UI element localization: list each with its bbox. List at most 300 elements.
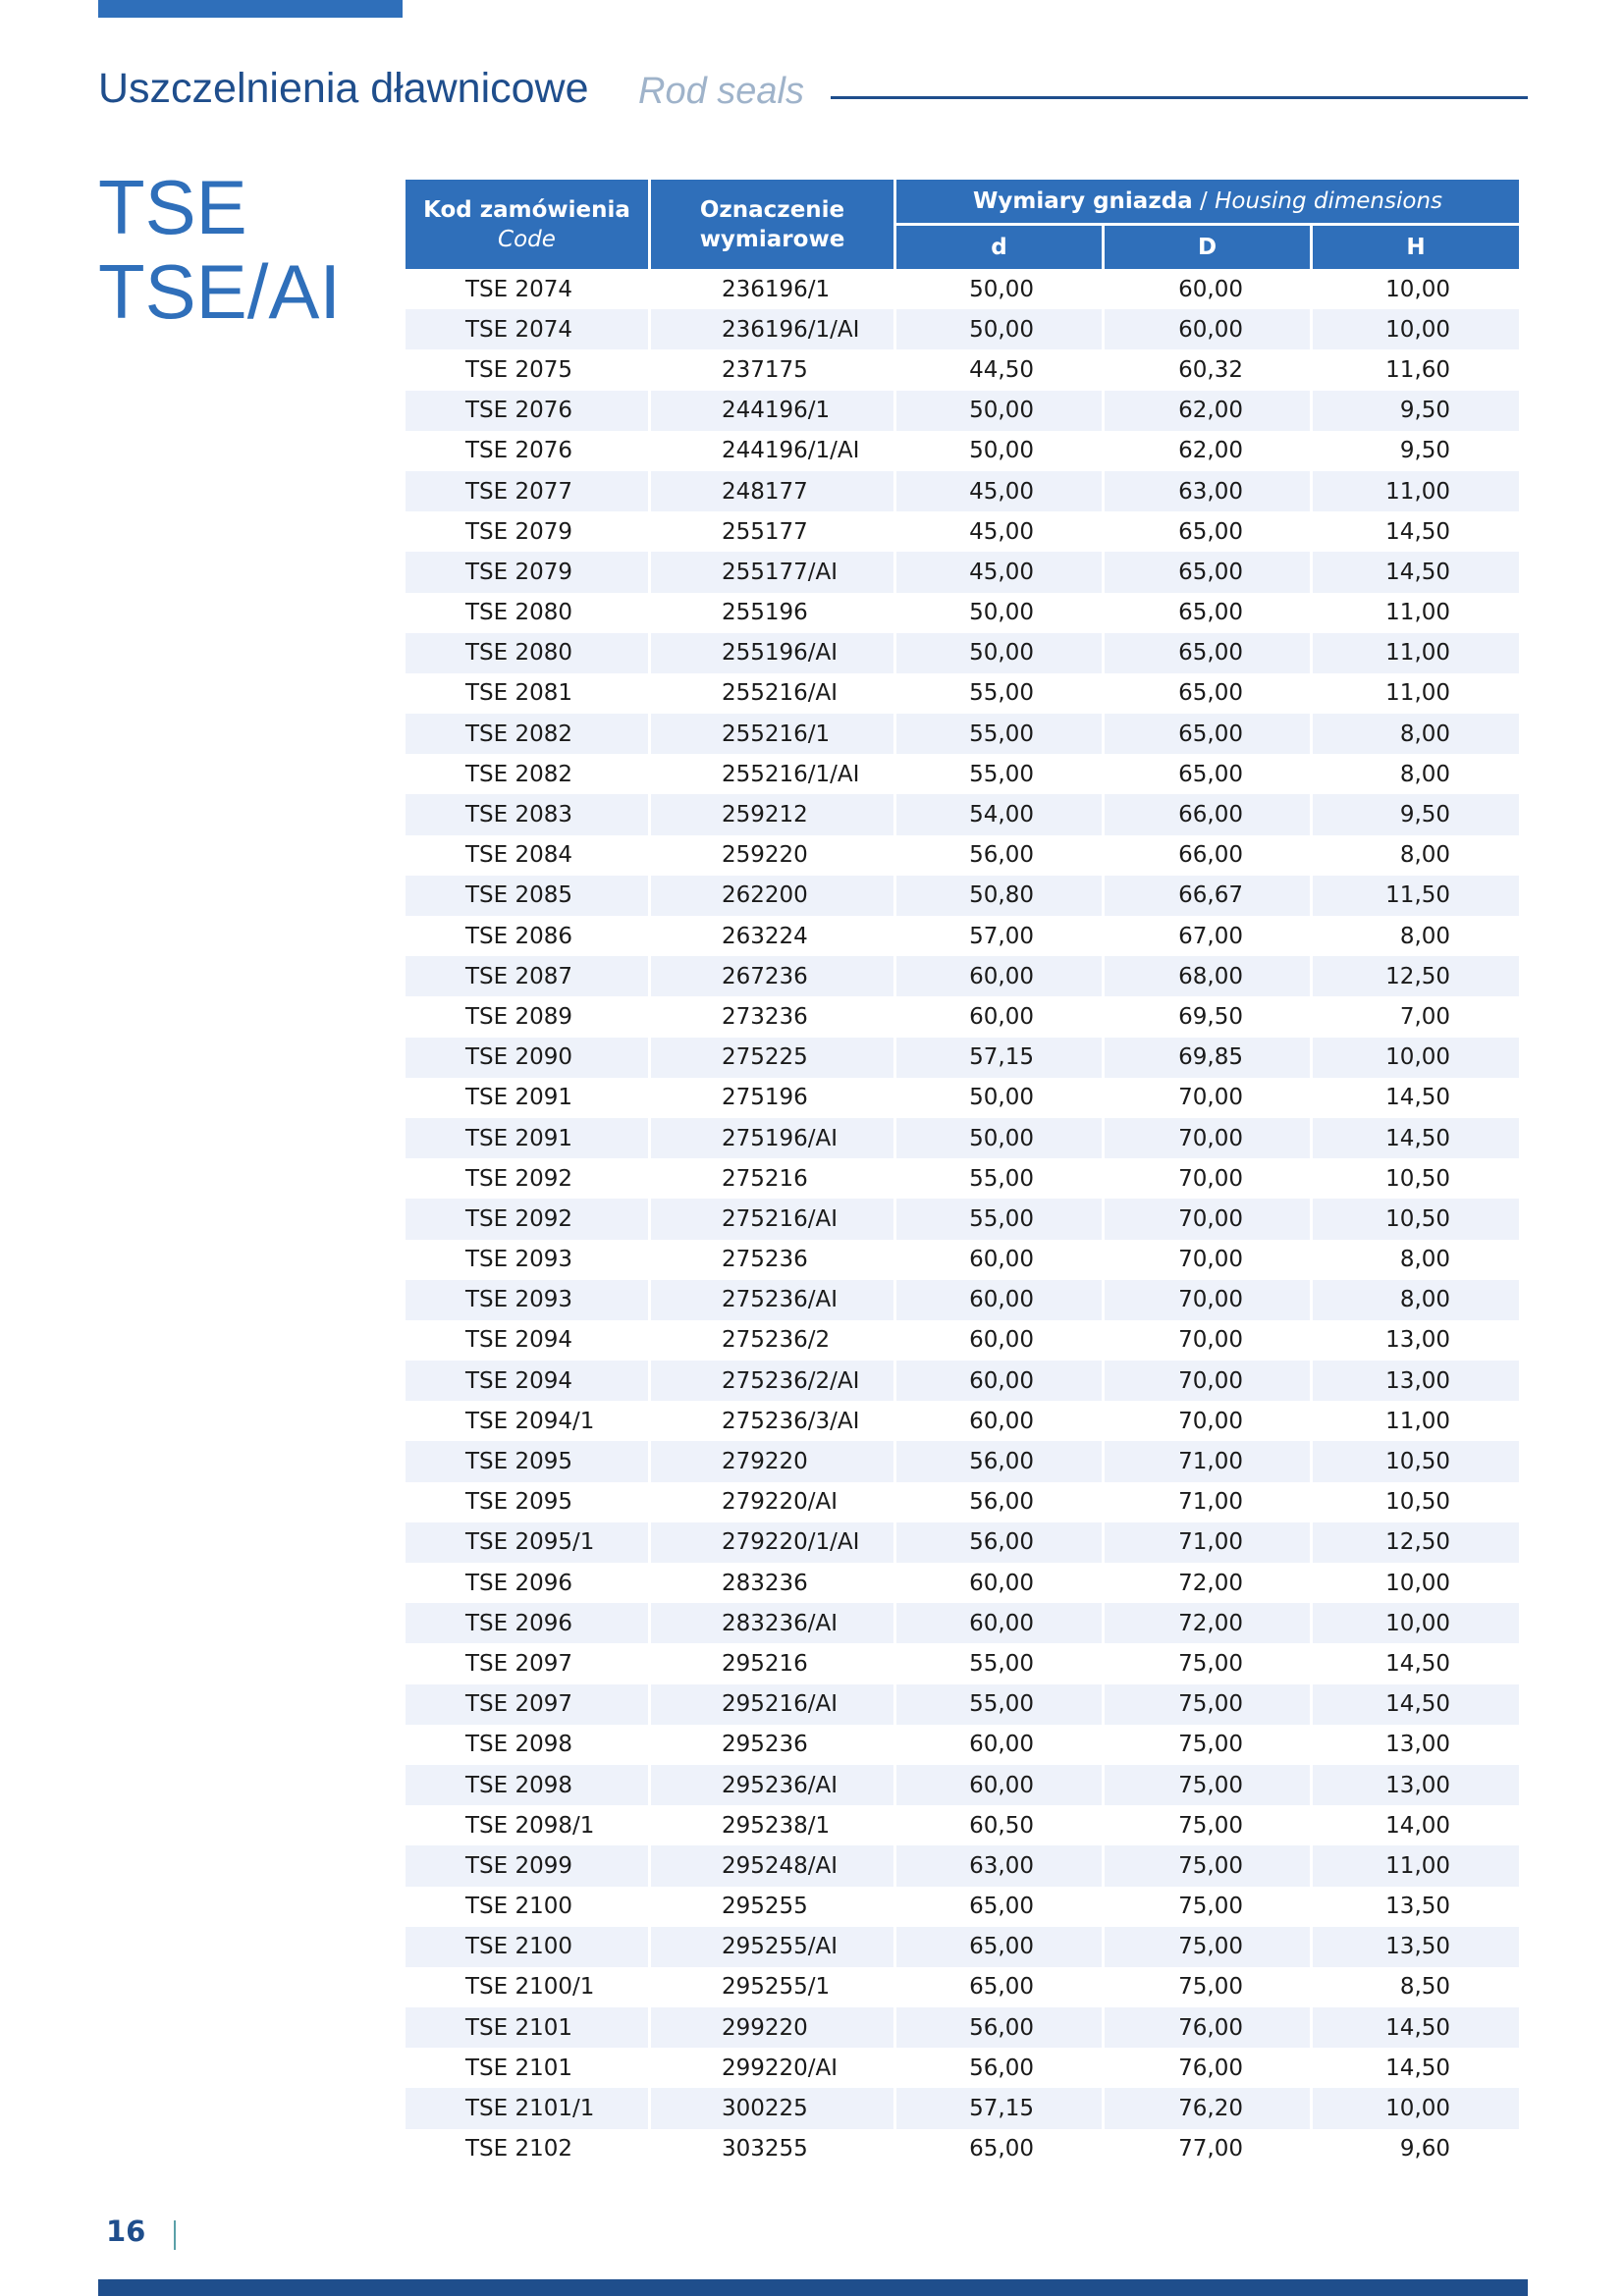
cell-H: 11,00 [1313, 1845, 1519, 1886]
cell-D: 65,00 [1178, 600, 1243, 626]
cell-code: TSE 2095/1 [406, 1522, 648, 1563]
cell-H: 11,00 [1385, 600, 1451, 626]
cell-H: 14,50 [1385, 2055, 1451, 2081]
cell-size-designation: 279220/AI [722, 1489, 839, 1516]
cell-d: 60,00 [969, 1408, 1034, 1434]
cell-H: 11,00 [1313, 633, 1519, 673]
cell-size-designation: 303255 [722, 2136, 808, 2163]
column-header-D: D [1105, 226, 1310, 269]
cell-d: 60,00 [969, 1003, 1034, 1030]
cell-d: 56,00 [969, 842, 1034, 869]
cell-D: 62,00 [1178, 438, 1243, 464]
cell-D: 69,85 [1105, 1038, 1310, 1078]
table-row [406, 1967, 1519, 2007]
cell-H: 10,50 [1385, 1489, 1451, 1516]
column-group-housing-dimensions [896, 180, 1519, 226]
cell-code: TSE 2095 [465, 1489, 573, 1516]
column-header-code [406, 180, 648, 269]
cell-size-designation: 255196/AI [651, 633, 893, 673]
cell-d: 54,00 [896, 794, 1102, 834]
table-row [406, 916, 1519, 956]
section-subtitle: Rod seals [638, 71, 804, 112]
cell-d: 60,00 [969, 1732, 1034, 1758]
cell-code: TSE 2094/1 [465, 1408, 595, 1434]
cell-H: 10,50 [1313, 1199, 1519, 1239]
cell-D: 75,00 [1178, 1894, 1243, 1920]
cell-code: TSE 2095 [406, 1441, 648, 1481]
cell-d: 55,00 [896, 1684, 1102, 1725]
table-row [406, 1887, 1519, 1927]
cell-D: 77,00 [1178, 2136, 1243, 2163]
cell-size-designation: 255216/1/AI [722, 761, 860, 787]
column-group-label-pl: Wymiary gniazda [973, 188, 1193, 214]
cell-code: TSE 2075 [465, 356, 573, 383]
cell-D: 60,32 [1178, 356, 1243, 383]
cell-D: 75,00 [1105, 1684, 1310, 1725]
cell-d: 55,00 [896, 714, 1102, 754]
cell-H: 7,00 [1399, 1003, 1451, 1030]
cell-H: 10,00 [1313, 1038, 1519, 1078]
cell-D: 75,00 [1105, 1765, 1310, 1805]
cell-D: 76,00 [1178, 2055, 1243, 2081]
cell-code: TSE 2079 [406, 552, 648, 592]
cell-d: 60,00 [896, 1361, 1102, 1401]
cell-D: 70,00 [1178, 1165, 1243, 1192]
cell-d: 50,00 [969, 600, 1034, 626]
cell-size-designation: 255216/AI [722, 680, 839, 707]
cell-size-designation: 300225 [651, 2088, 893, 2128]
cell-D: 76,20 [1105, 2088, 1310, 2128]
cell-size-designation: 244196/1 [651, 391, 893, 431]
cell-size-designation: 267236 [651, 956, 893, 996]
cell-d: 56,00 [969, 2055, 1034, 2081]
cell-code: TSE 2082 [465, 761, 573, 787]
cell-code: TSE 2098 [465, 1732, 573, 1758]
cell-size-designation: 295248/AI [651, 1845, 893, 1886]
cell-code: TSE 2101/1 [406, 2088, 648, 2128]
cell-D: 65,00 [1105, 714, 1310, 754]
cell-H: 14,00 [1385, 1812, 1451, 1839]
cell-H: 8,00 [1399, 1247, 1451, 1273]
table-row [406, 2048, 1519, 2088]
cell-D: 70,00 [1105, 1118, 1310, 1158]
cell-H: 13,00 [1313, 1361, 1519, 1401]
cell-code: TSE 2098 [406, 1765, 648, 1805]
cell-d: 57,15 [896, 1038, 1102, 1078]
table-row [406, 391, 1519, 431]
cell-H: 10,00 [1385, 276, 1451, 302]
cell-size-designation: 236196/1/AI [651, 309, 893, 349]
cell-D: 65,00 [1178, 761, 1243, 787]
cell-H: 14,50 [1313, 1118, 1519, 1158]
table-row [406, 956, 1519, 996]
cell-D: 76,00 [1105, 2007, 1310, 2048]
bottom-accent-bar [98, 2279, 1528, 2296]
cell-size-designation: 295255/1 [722, 1974, 831, 2001]
cell-D: 75,00 [1178, 1974, 1243, 2001]
cell-D: 71,00 [1105, 1441, 1310, 1481]
cell-D: 70,00 [1105, 1280, 1310, 1320]
cell-code: TSE 2074 [465, 276, 573, 302]
cell-code: TSE 2081 [465, 680, 573, 707]
cell-D: 65,00 [1105, 633, 1310, 673]
cell-code: TSE 2086 [465, 923, 573, 949]
cell-d: 55,00 [896, 1199, 1102, 1239]
cell-size-designation: 295255 [722, 1894, 808, 1920]
cell-code: TSE 2096 [465, 1570, 573, 1596]
cell-size-designation: 255177 [722, 518, 808, 545]
cell-H: 8,00 [1399, 761, 1451, 787]
cell-code: TSE 2100/1 [465, 1974, 595, 2001]
cell-size-designation: 295236/AI [651, 1765, 893, 1805]
cell-code: TSE 2091 [465, 1085, 573, 1111]
cell-d: 56,00 [896, 1522, 1102, 1563]
table-row [406, 1320, 1519, 1361]
column-header-size-line1: Oznaczenie [699, 196, 845, 223]
cell-D: 60,00 [1105, 309, 1310, 349]
cell-size-designation: 262200 [651, 876, 893, 916]
cell-H: 10,00 [1313, 1603, 1519, 1643]
table-row [406, 1563, 1519, 1603]
cell-H: 12,50 [1313, 956, 1519, 996]
cell-H: 8,50 [1399, 1974, 1451, 2001]
cell-size-designation: 244196/1/AI [722, 438, 860, 464]
cell-d: 50,00 [969, 276, 1034, 302]
cell-H: 13,00 [1385, 1732, 1451, 1758]
cell-d: 60,00 [969, 1570, 1034, 1596]
cell-size-designation: 273236 [722, 1003, 808, 1030]
cell-D: 71,00 [1178, 1489, 1243, 1516]
cell-H: 8,00 [1313, 1280, 1519, 1320]
cell-H: 10,50 [1313, 1441, 1519, 1481]
cell-D: 75,00 [1105, 1927, 1310, 1967]
cell-d: 65,00 [969, 1974, 1034, 2001]
cell-D: 63,00 [1105, 471, 1310, 511]
cell-code: TSE 2092 [465, 1165, 573, 1192]
cell-size-designation: 275216 [722, 1165, 808, 1192]
cell-H: 14,50 [1385, 518, 1451, 545]
cell-d: 55,00 [969, 1650, 1034, 1677]
table-row [406, 794, 1519, 834]
cell-H: 14,50 [1313, 2007, 1519, 2048]
cell-code: TSE 2090 [406, 1038, 648, 1078]
cell-H: 11,00 [1385, 1408, 1451, 1434]
cell-D: 72,00 [1105, 1603, 1310, 1643]
cell-size-designation: 283236/AI [651, 1603, 893, 1643]
cell-code: TSE 2083 [406, 794, 648, 834]
cell-d: 45,00 [896, 552, 1102, 592]
cell-size-designation: 259212 [651, 794, 893, 834]
header-rule [831, 96, 1528, 99]
cell-H: 8,00 [1399, 923, 1451, 949]
cell-D: 65,00 [1178, 518, 1243, 545]
cell-code: TSE 2093 [406, 1280, 648, 1320]
cell-d: 56,00 [896, 1441, 1102, 1481]
cell-code: TSE 2094 [465, 1327, 573, 1354]
column-header-size [651, 180, 893, 269]
cell-H: 11,60 [1385, 356, 1451, 383]
table-row [406, 2007, 1519, 2048]
cell-size-designation: 295238/1 [722, 1812, 831, 1839]
table-row [406, 673, 1519, 714]
cell-H: 9,60 [1399, 2136, 1451, 2163]
table-row [406, 1240, 1519, 1280]
cell-size-designation: 283236 [722, 1570, 808, 1596]
table-row [406, 471, 1519, 511]
table-row [406, 1522, 1519, 1563]
cell-size-designation: 275236/2/AI [651, 1361, 893, 1401]
section-title: Uszczelnienia dławnicowe [98, 65, 589, 112]
cell-size-designation: 295216/AI [651, 1684, 893, 1725]
cell-H: 8,00 [1399, 842, 1451, 869]
product-name-line: TSE/AI [98, 248, 342, 335]
table-row [406, 431, 1519, 471]
table-row [406, 2088, 1519, 2128]
column-group-separator: / [1192, 188, 1216, 214]
table-row [406, 1280, 1519, 1320]
cell-d: 57,15 [896, 2088, 1102, 2128]
cell-code: TSE 2091 [406, 1118, 648, 1158]
cell-code: TSE 2097 [465, 1650, 573, 1677]
product-name-line: TSE [98, 164, 247, 250]
table-row [406, 1361, 1519, 1401]
cell-H: 13,00 [1313, 1765, 1519, 1805]
cell-code: TSE 2093 [465, 1247, 573, 1273]
cell-H: 11,00 [1385, 680, 1451, 707]
cell-D: 65,00 [1178, 680, 1243, 707]
cell-size-designation: 275225 [651, 1038, 893, 1078]
cell-D: 68,00 [1105, 956, 1310, 996]
cell-H: 13,00 [1385, 1327, 1451, 1354]
cell-d: 55,00 [969, 1165, 1034, 1192]
table-row [406, 996, 1519, 1037]
cell-size-designation: 248177 [651, 471, 893, 511]
table-row [406, 1603, 1519, 1643]
cell-D: 75,00 [1178, 1650, 1243, 1677]
cell-d: 60,00 [896, 1280, 1102, 1320]
table-row [406, 1927, 1519, 1967]
cell-size-designation: 255196 [722, 600, 808, 626]
cell-D: 71,00 [1105, 1522, 1310, 1563]
table-row [406, 1805, 1519, 1845]
cell-size-designation: 275216/AI [651, 1199, 893, 1239]
cell-d: 65,00 [969, 2136, 1034, 2163]
cell-code: TSE 2098/1 [465, 1812, 595, 1839]
cell-size-designation: 279220 [651, 1441, 893, 1481]
table-row [406, 1765, 1519, 1805]
cell-H: 10,50 [1385, 1165, 1451, 1192]
cell-size-designation: 259220 [722, 842, 808, 869]
table-body [406, 269, 1519, 2169]
cell-size-designation: 263224 [722, 923, 808, 949]
cell-H: 13,50 [1313, 1927, 1519, 1967]
cell-code: TSE 2080 [465, 600, 573, 626]
cell-d: 60,00 [969, 1327, 1034, 1354]
cell-d: 50,80 [896, 876, 1102, 916]
cell-size-designation: 275236 [722, 1247, 808, 1273]
cell-D: 75,00 [1178, 1732, 1243, 1758]
cell-H: 8,00 [1313, 714, 1519, 754]
table-row [406, 1199, 1519, 1239]
cell-H: 14,50 [1385, 1085, 1451, 1111]
table-row [406, 754, 1519, 794]
cell-H: 9,50 [1313, 391, 1519, 431]
cell-size-designation: 236196/1 [722, 276, 831, 302]
cell-d: 60,00 [969, 1247, 1034, 1273]
cell-d: 50,00 [896, 391, 1102, 431]
cell-d: 57,00 [969, 923, 1034, 949]
cell-size-designation: 279220/1/AI [651, 1522, 893, 1563]
column-header-H: H [1313, 226, 1519, 269]
cell-d: 56,00 [969, 1489, 1034, 1516]
cell-size-designation: 275196/AI [651, 1118, 893, 1158]
cell-D: 75,00 [1105, 1845, 1310, 1886]
cell-code: TSE 2079 [465, 518, 573, 545]
cell-size-designation: 275236/3/AI [722, 1408, 860, 1434]
cell-d: 45,00 [969, 518, 1034, 545]
column-header-size-line2: wymiarowe [699, 226, 845, 252]
cell-D: 67,00 [1178, 923, 1243, 949]
cell-D: 75,00 [1178, 1812, 1243, 1839]
cell-size-designation: 299220 [651, 2007, 893, 2048]
cell-d: 60,00 [896, 956, 1102, 996]
cell-D: 70,00 [1178, 1408, 1243, 1434]
cell-d: 65,00 [969, 1894, 1034, 1920]
cell-D: 70,00 [1178, 1247, 1243, 1273]
cell-code: TSE 2087 [406, 956, 648, 996]
cell-code: TSE 2080 [406, 633, 648, 673]
cell-size-designation: 299220/AI [722, 2055, 839, 2081]
cell-H: 9,50 [1399, 438, 1451, 464]
table-row [406, 714, 1519, 754]
cell-code: TSE 2099 [406, 1845, 648, 1886]
cell-D: 72,00 [1178, 1570, 1243, 1596]
cell-d: 50,00 [896, 309, 1102, 349]
cell-D: 66,67 [1105, 876, 1310, 916]
cell-d: 50,00 [896, 1118, 1102, 1158]
cell-code: TSE 2101 [406, 2007, 648, 2048]
table-row [406, 1078, 1519, 1118]
table-row [406, 552, 1519, 592]
cell-d: 55,00 [969, 761, 1034, 787]
cell-size-designation: 275236/AI [651, 1280, 893, 1320]
cell-code: TSE 2092 [406, 1199, 648, 1239]
cell-H: 10,00 [1313, 309, 1519, 349]
footer-separator [174, 2220, 176, 2250]
cell-d: 56,00 [896, 2007, 1102, 2048]
cell-H: 14,50 [1313, 552, 1519, 592]
table-row [406, 349, 1519, 390]
cell-size-designation: 237175 [722, 356, 808, 383]
column-group-label-en: Housing dimensions [1215, 188, 1443, 214]
cell-code: TSE 2074 [406, 309, 648, 349]
table-row [406, 511, 1519, 552]
cell-code: TSE 2094 [406, 1361, 648, 1401]
cell-D: 62,00 [1105, 391, 1310, 431]
table-row [406, 1401, 1519, 1441]
cell-code: TSE 2100 [465, 1894, 573, 1920]
cell-H: 10,00 [1313, 2088, 1519, 2128]
cell-code: TSE 2097 [406, 1684, 648, 1725]
cell-d: 60,00 [896, 1603, 1102, 1643]
cell-code: TSE 2102 [465, 2136, 573, 2163]
cell-code: TSE 2085 [406, 876, 648, 916]
cell-H: 14,50 [1385, 1650, 1451, 1677]
table-row [406, 1441, 1519, 1481]
table-row [406, 309, 1519, 349]
cell-size-designation: 295236 [722, 1732, 808, 1758]
cell-d: 50,00 [969, 1085, 1034, 1111]
table-row [406, 593, 1519, 633]
table-row [406, 1038, 1519, 1078]
cell-code: TSE 2077 [406, 471, 648, 511]
cell-size-designation: 295255/AI [651, 1927, 893, 1967]
cell-code: TSE 2082 [406, 714, 648, 754]
cell-size-designation: 275236/2 [722, 1327, 831, 1354]
cell-size-designation: 255177/AI [651, 552, 893, 592]
cell-H: 10,00 [1385, 1570, 1451, 1596]
cell-size-designation: 255216/1 [651, 714, 893, 754]
top-accent-bar [98, 0, 403, 18]
cell-D: 65,00 [1105, 552, 1310, 592]
cell-code: TSE 2076 [465, 438, 573, 464]
page-number: 16 [106, 2215, 146, 2248]
table-row [406, 1158, 1519, 1199]
table-row [406, 1684, 1519, 1725]
cell-d: 63,00 [896, 1845, 1102, 1886]
cell-code: TSE 2101 [465, 2055, 573, 2081]
cell-size-designation: 295216 [722, 1650, 808, 1677]
cell-D: 70,00 [1178, 1327, 1243, 1354]
cell-d: 65,00 [896, 1927, 1102, 1967]
cell-size-designation: 275196 [722, 1085, 808, 1111]
column-header-d: d [896, 226, 1102, 269]
cell-H: 14,50 [1313, 1684, 1519, 1725]
cell-d: 55,00 [969, 680, 1034, 707]
table-row [406, 876, 1519, 916]
cell-D: 70,00 [1105, 1361, 1310, 1401]
cell-H: 11,00 [1313, 471, 1519, 511]
cell-D: 69,50 [1178, 1003, 1243, 1030]
cell-code: TSE 2096 [406, 1603, 648, 1643]
cell-D: 70,00 [1105, 1199, 1310, 1239]
cell-code: TSE 2084 [465, 842, 573, 869]
table-row [406, 1725, 1519, 1765]
product-name [98, 165, 341, 334]
table-row [406, 835, 1519, 876]
table-row [406, 1845, 1519, 1886]
cell-H: 11,50 [1313, 876, 1519, 916]
column-header-code-en: Code [498, 226, 556, 252]
table-row [406, 269, 1519, 309]
cell-D: 60,00 [1178, 276, 1243, 302]
cell-d: 50,00 [969, 438, 1034, 464]
cell-d: 45,00 [896, 471, 1102, 511]
table-row [406, 1482, 1519, 1522]
cell-H: 12,50 [1313, 1522, 1519, 1563]
cell-code: TSE 2089 [465, 1003, 573, 1030]
cell-D: 66,00 [1178, 842, 1243, 869]
table-row [406, 2129, 1519, 2169]
cell-H: 13,50 [1385, 1894, 1451, 1920]
table-row [406, 633, 1519, 673]
cell-H: 9,50 [1313, 794, 1519, 834]
cell-D: 66,00 [1105, 794, 1310, 834]
cell-d: 60,00 [896, 1765, 1102, 1805]
table-row [406, 1118, 1519, 1158]
cell-d: 50,00 [896, 633, 1102, 673]
table-row [406, 1643, 1519, 1683]
